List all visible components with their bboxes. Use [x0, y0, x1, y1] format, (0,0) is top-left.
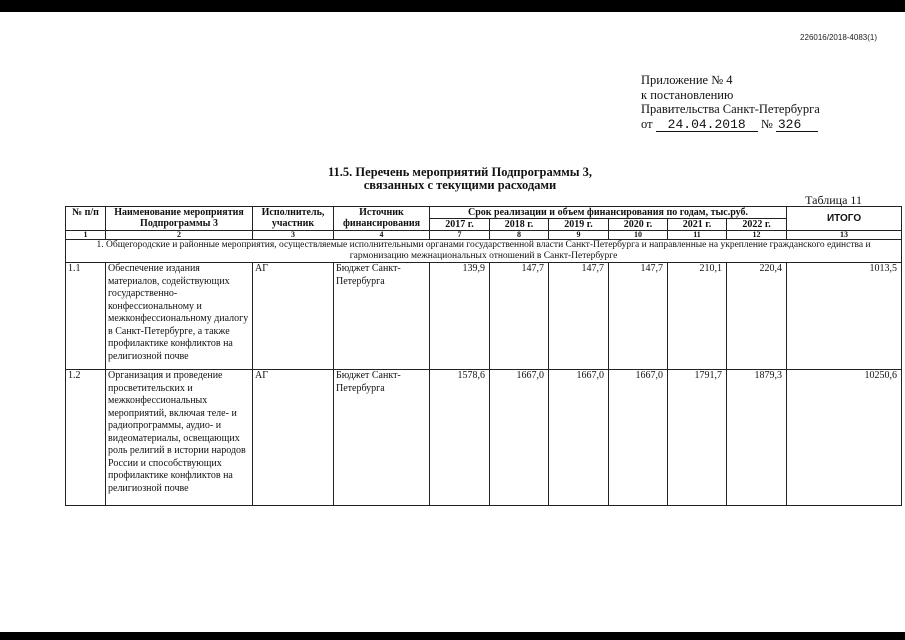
row-value-2018: 1667,0: [490, 370, 549, 506]
row-source: Бюджет Санкт-Петербурга: [334, 370, 430, 506]
scan-bottom-border: [0, 632, 905, 640]
column-number: 8: [490, 231, 549, 240]
row-total: 1013,5: [787, 263, 902, 370]
document-id: 226016/2018-4083(1): [800, 33, 877, 42]
section-row: [66, 240, 902, 263]
row-name: Обеспечение издания материалов, содействующих государственно-конфессиональному и межконфессиональному диалогу в Санкт-Петербурге, а также профилактике конфликтов на религиозной почве: [106, 263, 253, 370]
table-row: [66, 263, 902, 370]
row-value-2020: 1667,0: [609, 370, 668, 506]
scan-top-border: [0, 0, 905, 12]
column-number: 3: [253, 231, 334, 240]
column-number: 12: [727, 231, 787, 240]
row-value-2019: 147,7: [549, 263, 609, 370]
row-value-2020: 147,7: [609, 263, 668, 370]
title-line-1: 11.5. Перечень мероприятий Подпрограммы 3,: [328, 165, 592, 179]
table-header-row: [66, 207, 902, 219]
appendix-date-line: [641, 117, 820, 132]
row-executor: АГ: [253, 263, 334, 370]
column-number: 1: [66, 231, 106, 240]
header-year: 2018 г.: [490, 219, 549, 231]
header-executor: Исполнитель, участник: [253, 207, 334, 231]
header-num: № п/п: [66, 207, 106, 231]
header-year: 2019 г.: [549, 219, 609, 231]
column-number: 9: [549, 231, 609, 240]
row-executor: АГ: [253, 370, 334, 506]
row-value-2019: 1667,0: [549, 370, 609, 506]
header-period: Срок реализации и объем финансирования по годам, тыс.руб.: [430, 207, 787, 219]
row-value-2022: 220,4: [727, 263, 787, 370]
row-value-2021: 210,1: [668, 263, 727, 370]
header-source: Источник финансирования: [334, 207, 430, 231]
appendix-line-3: Правительства Санкт-Петербурга: [641, 102, 820, 116]
column-number: 11: [668, 231, 727, 240]
row-num: 1.2: [66, 370, 106, 506]
appendix-block: [641, 73, 820, 132]
appendix-line-2: к постановлению: [641, 87, 734, 102]
row-total: 10250,6: [787, 370, 902, 506]
column-number: 2: [106, 231, 253, 240]
header-year: 2020 г.: [609, 219, 668, 231]
row-value-2018: 147,7: [490, 263, 549, 370]
resolution-number: 326: [776, 118, 818, 132]
column-number-row: [66, 231, 902, 240]
header-name: Наименование мероприятия Подпрограммы 3: [106, 207, 253, 231]
row-value-2017: 139,9: [430, 263, 490, 370]
row-value-2022: 1879,3: [727, 370, 787, 506]
header-total: ИТОГО: [787, 207, 902, 231]
number-prefix: №: [760, 116, 773, 131]
table-label: Таблица 11: [805, 193, 862, 207]
header-year: 2022 г.: [727, 219, 787, 231]
title-line-2: связанных с текущими расходами: [363, 178, 557, 192]
row-name: Организация и проведение просветительских и межконфессиональных мероприятий, включая теле- и радиопрограммы, аудио- и видеоматериалы, освещающих роль религий в истории народов России и способствующих профилактике конфликтов на религиозной почве: [106, 370, 253, 506]
from-prefix: от: [641, 116, 653, 131]
appendix-line-1: Приложение № 4: [641, 73, 733, 87]
row-value-2017: 1578,6: [430, 370, 490, 506]
section-title: 1. Общегородские и районные мероприятия, осуществляемые исполнительными органами государственной власти Санкт-Петербурга и направленные на укрепление гражданского единства и гармонизацию межнациональных отношений в Санкт-Петербурге: [66, 240, 902, 263]
page-title: [250, 166, 670, 192]
row-value-2021: 1791,7: [668, 370, 727, 506]
row-num: 1.1: [66, 263, 106, 370]
header-year: 2017 г.: [430, 219, 490, 231]
column-number: 7: [430, 231, 490, 240]
column-number: 4: [334, 231, 430, 240]
column-number: 10: [609, 231, 668, 240]
header-year: 2021 г.: [668, 219, 727, 231]
measures-table: [65, 206, 902, 506]
row-source: Бюджет Санкт-Петербурга: [334, 263, 430, 370]
resolution-date: 24.04.2018: [656, 118, 758, 132]
column-number: 13: [787, 231, 902, 240]
table-row: [66, 370, 902, 506]
